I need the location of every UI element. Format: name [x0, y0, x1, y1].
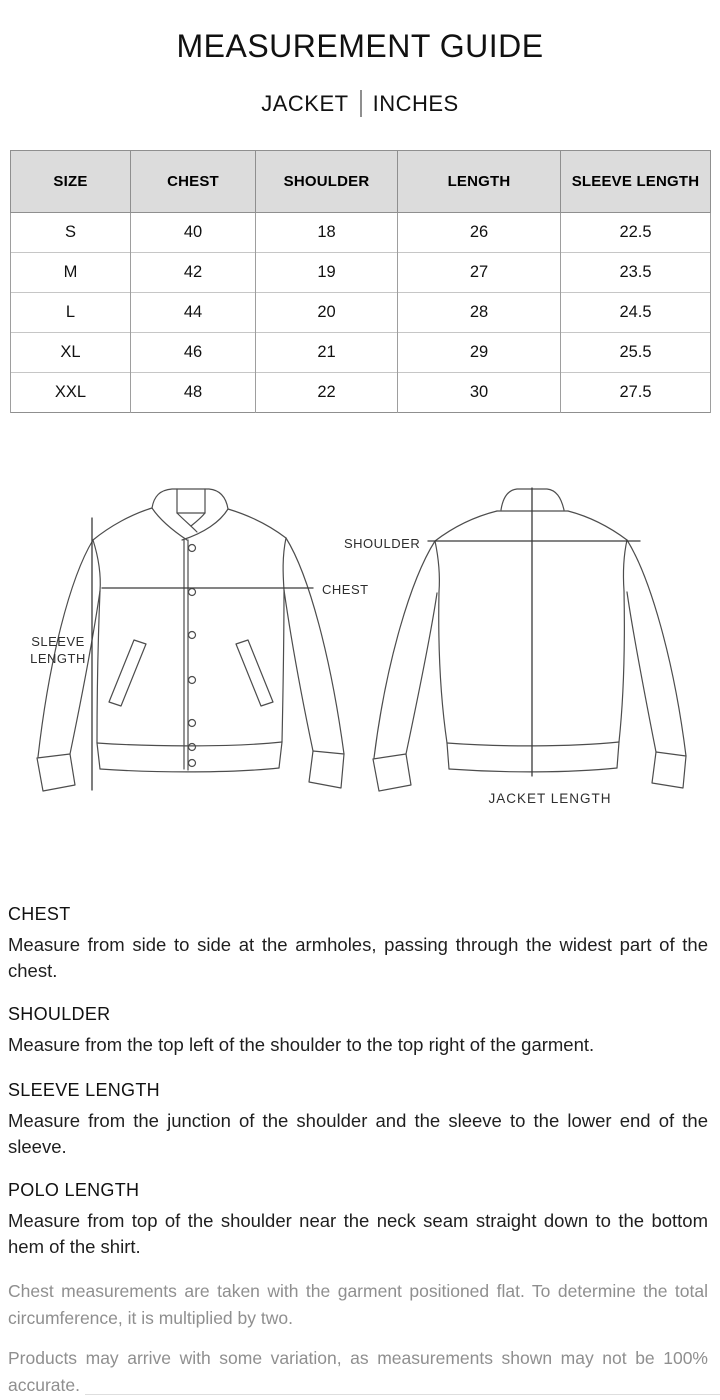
table-row — [11, 333, 711, 373]
col-header-length: LENGTH — [398, 151, 561, 213]
section-heading: POLO LENGTH — [8, 1180, 140, 1200]
cell-length: 29 — [398, 333, 561, 373]
shoulder-label: SHOULDER — [344, 536, 421, 551]
cell-size: L — [11, 293, 131, 333]
page-title: MEASUREMENT GUIDE — [176, 28, 544, 64]
cell-size: XXL — [11, 373, 131, 413]
section-body: Measure from the junction of the shoulder and the sleeve to the lower end of the sleeve. — [8, 1110, 708, 1157]
sleeve-length-label: SLEEVE LENGTH — [30, 634, 86, 666]
cell-size: S — [11, 213, 131, 253]
cell-chest: 42 — [131, 253, 256, 293]
chest-label: CHEST — [322, 582, 369, 597]
cell-length: 27 — [398, 253, 561, 293]
subtitle-divider — [360, 90, 362, 117]
measurement-lines — [92, 488, 640, 790]
cell-sleeve-length: 27.5 — [561, 373, 711, 413]
cell-length: 28 — [398, 293, 561, 333]
section-sleeve-length — [8, 1080, 708, 1160]
cell-sleeve-length: 22.5 — [561, 213, 711, 253]
section-heading: SHOULDER — [8, 1004, 111, 1024]
cell-size: XL — [11, 333, 131, 373]
cell-length: 30 — [398, 373, 561, 413]
section-heading: CHEST — [8, 904, 71, 924]
cell-size: M — [11, 253, 131, 293]
section-heading: SLEEVE LENGTH — [8, 1080, 160, 1100]
section-chest — [8, 904, 708, 984]
cell-shoulder: 19 — [256, 253, 398, 293]
size-chart-table — [10, 150, 711, 413]
cell-sleeve-length: 23.5 — [561, 253, 711, 293]
cell-sleeve-length: 24.5 — [561, 293, 711, 333]
table-row — [11, 293, 711, 333]
cell-sleeve-length: 25.5 — [561, 333, 711, 373]
cell-shoulder: 21 — [256, 333, 398, 373]
table-row — [11, 253, 711, 293]
bottom-divider — [85, 1394, 720, 1395]
jacket-length-label: JACKET LENGTH — [488, 791, 612, 806]
section-body: Measure from the top left of the shoulder to the top right of the garment. — [8, 1034, 595, 1055]
note-accuracy: Products may arrive with some variation, as measurements shown may not be 100% accurate. — [8, 1348, 708, 1395]
section-body: Measure from top of the shoulder near the neck seam straight down to the bottom hem of the shirt. — [8, 1210, 708, 1257]
col-header-chest: CHEST — [131, 151, 256, 213]
col-header-sleeve-length: SLEEVE LENGTH — [561, 151, 711, 213]
cell-shoulder: 22 — [256, 373, 398, 413]
cell-chest: 44 — [131, 293, 256, 333]
table-row — [11, 213, 711, 253]
jacket-line-art — [0, 460, 720, 820]
note-flat-measurement: Chest measurements are taken with the garment positioned flat. To determine the total circumference, it is multiplied by two. — [8, 1281, 708, 1328]
cell-length: 26 — [398, 213, 561, 253]
col-header-size: SIZE — [11, 151, 131, 213]
jacket-measurement-diagram — [0, 460, 720, 820]
cell-shoulder: 20 — [256, 293, 398, 333]
subtitle-garment: JACKET — [261, 90, 349, 116]
section-body: Measure from side to side at the armholes, passing through the widest part of the chest. — [8, 934, 708, 981]
size-chart-header-row — [11, 151, 711, 213]
cell-chest: 48 — [131, 373, 256, 413]
cell-chest: 46 — [131, 333, 256, 373]
section-polo-length — [8, 1180, 708, 1260]
subtitle-unit: INCHES — [372, 90, 459, 116]
table-row — [11, 373, 711, 413]
col-header-shoulder: SHOULDER — [256, 151, 398, 213]
cell-chest: 40 — [131, 213, 256, 253]
page-subtitle — [0, 90, 720, 117]
section-shoulder — [8, 1004, 708, 1058]
cell-shoulder: 18 — [256, 213, 398, 253]
